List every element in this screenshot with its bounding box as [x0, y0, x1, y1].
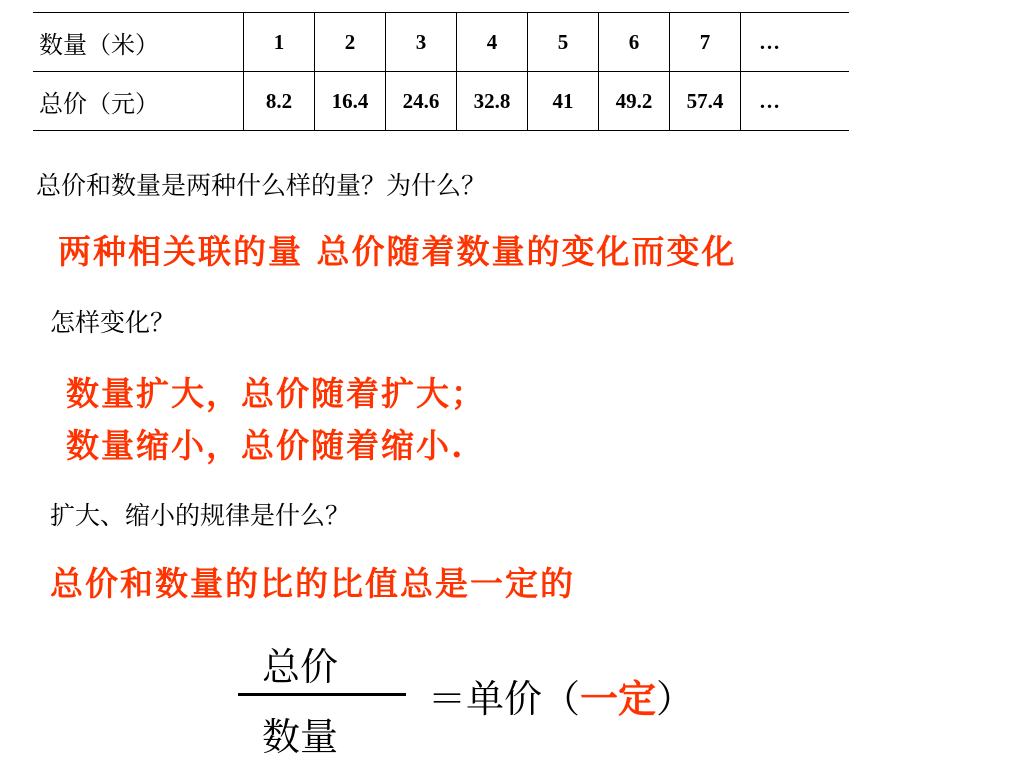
- answer-related-quantities: 两种相关联的量 总价随着数量的变化而变化: [58, 232, 737, 271]
- table-cell: 32.8: [457, 72, 528, 131]
- answer-shrink: 数量缩小，总价随着缩小.: [66, 426, 465, 465]
- question-pattern: 扩大、缩小的规律是什么？: [50, 501, 351, 530]
- table-cell: 41: [528, 72, 599, 131]
- table-cell: 5: [528, 13, 599, 72]
- table-row-quantity: [33, 13, 849, 72]
- fraction-denominator: 数量: [262, 715, 339, 759]
- close-paren: ）: [656, 677, 695, 721]
- fraction-numerator: 总价: [262, 645, 339, 689]
- formula-rhs: [428, 668, 694, 723]
- table-cell: 24.6: [386, 72, 457, 131]
- fraction-bar: [238, 693, 406, 696]
- table-cell-ellipsis: …: [741, 13, 850, 72]
- table-cell: 57.4: [670, 72, 741, 131]
- answer-expand: 数量扩大，总价随着扩大；: [66, 374, 486, 413]
- answer-ratio-constant: 总价和数量的比的比值总是一定的: [50, 564, 575, 603]
- row-header-price: 总价（元）: [33, 72, 244, 131]
- table-cell: 2: [315, 13, 386, 72]
- table-cell: 8.2: [244, 72, 315, 131]
- table-cell: 16.4: [315, 72, 386, 131]
- table-cell: 7: [670, 13, 741, 72]
- table-cell: 3: [386, 13, 457, 72]
- table-row-price: [33, 72, 849, 131]
- question-how-change: 怎样变化？: [50, 308, 176, 337]
- row-header-quantity: 数量（米）: [33, 13, 244, 72]
- table-cell: 49.2: [599, 72, 670, 131]
- question-relationship: 总价和数量是两种什么样的量？为什么？: [36, 171, 487, 200]
- quantity-price-table: [33, 12, 849, 131]
- equals-unit-price: ＝单价（: [428, 677, 581, 721]
- table-cell-ellipsis: …: [741, 72, 850, 131]
- table-cell: 1: [244, 13, 315, 72]
- fixed-word: 一定: [580, 676, 657, 721]
- table-cell: 6: [599, 13, 670, 72]
- table-cell: 4: [457, 13, 528, 72]
